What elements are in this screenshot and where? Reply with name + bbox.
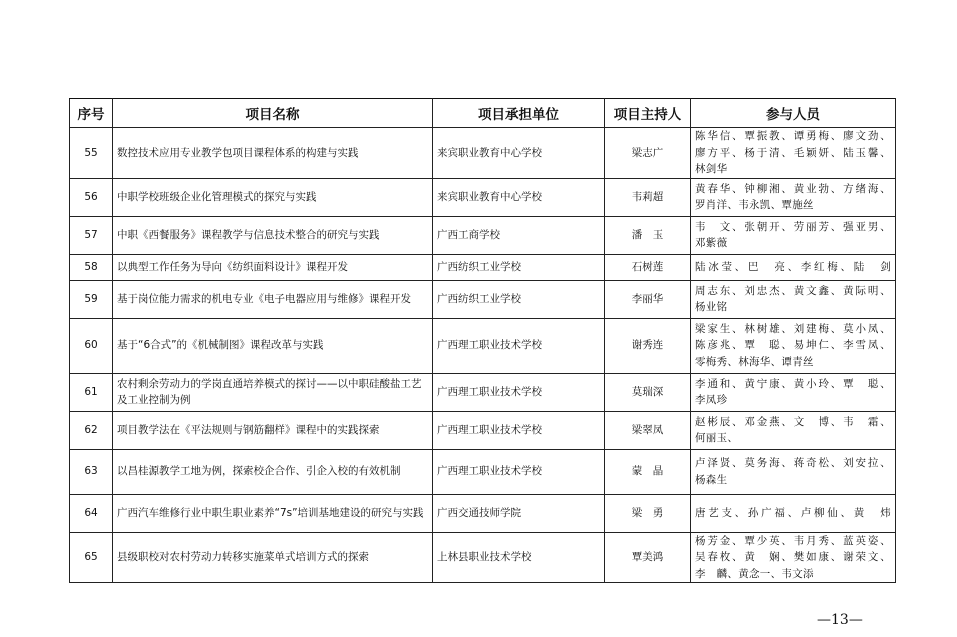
project-name-cell: 中职学校班级企业化管理模式的探究与实践 — [113, 178, 433, 216]
table-row — [70, 280, 896, 318]
project-host-cell: 蒙 晶 — [605, 449, 691, 494]
page-number: —13— — [817, 612, 863, 628]
members-line: 陆冰莹、巴 亮、李红梅、陆 剑 — [695, 260, 891, 273]
project-name-cell: 农村剩余劳动力的学岗直通培养模式的探讨——以中职硅酸盐工艺及工业控制为例 — [113, 373, 433, 411]
project-unit-cell: 广西理工职业技术学校 — [433, 373, 605, 411]
project-unit-cell: 广西理工职业技术学校 — [433, 449, 605, 494]
project-unit-cell: 来宾职业教育中心学校 — [433, 178, 605, 216]
table-row — [70, 318, 896, 373]
members-line: 零梅秀、林海华、谭青丝 — [695, 355, 814, 368]
project-host-cell: 潘 玉 — [605, 216, 691, 254]
project-table-container — [69, 98, 895, 583]
members-line: 吴春枚、黄 娴、樊如康、谢荣文、 — [695, 551, 891, 563]
row-index-cell: 61 — [70, 373, 113, 411]
row-index-cell: 60 — [70, 318, 113, 373]
table-row — [70, 373, 896, 411]
table-row — [70, 128, 896, 179]
project-members-cell — [691, 373, 896, 411]
project-members-cell — [691, 494, 896, 532]
table-row — [70, 178, 896, 216]
table-row — [70, 494, 896, 532]
project-unit-cell: 广西理工职业技术学校 — [433, 411, 605, 449]
project-host-cell: 韦莉超 — [605, 178, 691, 216]
project-members-cell — [691, 254, 896, 280]
members-line: 何丽玉、 — [695, 432, 739, 444]
project-host-cell: 梁翠凤 — [605, 411, 691, 449]
project-members-cell — [691, 128, 896, 179]
project-name-cell: 基于“6合式”的《机械制图》课程改革与实践 — [113, 318, 433, 373]
members-line: 杨芳金、覃少英、韦月秀、蓝英姿、 — [695, 534, 891, 547]
project-unit-cell: 广西纺织工业学校 — [433, 254, 605, 280]
table-row — [70, 216, 896, 254]
members-line: 唐艺支、孙广福、卢柳仙、黄 炜 — [695, 506, 891, 519]
project-unit-cell: 广西工商学校 — [433, 216, 605, 254]
row-index-cell: 64 — [70, 494, 113, 532]
table-body — [70, 128, 896, 583]
project-members-cell — [691, 449, 896, 494]
members-line: 梁家生、林树雄、刘建梅、莫小凤、 — [695, 322, 891, 335]
project-members-cell — [691, 532, 896, 583]
project-name-cell: 广西汽车维修行业中职生职业素养“7s”培训基地建设的研究与实践 — [113, 494, 433, 532]
project-members-cell — [691, 280, 896, 318]
header-name: 项目名称 — [113, 99, 433, 128]
row-index-cell: 65 — [70, 532, 113, 583]
table-row — [70, 449, 896, 494]
project-unit-cell: 广西纺织工业学校 — [433, 280, 605, 318]
project-host-cell: 莫瑞深 — [605, 373, 691, 411]
header-members: 参与人员 — [691, 99, 896, 128]
members-line: 黄春华、钟柳湘、黄业勃、方绪海、 — [695, 182, 891, 195]
members-line: 卢泽贤、莫务海、蒋奇松、刘安拉、 — [695, 457, 891, 469]
project-name-cell: 项目教学法在《平法规则与钢筋翻样》课程中的实践探索 — [113, 411, 433, 449]
table-row — [70, 411, 896, 449]
members-line: 李通和、黄宁康、黄小玲、覃 聪、 — [695, 377, 891, 390]
members-line: 廖方平、杨于清、毛颖妍、陆玉馨、 — [695, 146, 891, 159]
table-header-row — [70, 99, 896, 128]
row-index-cell: 59 — [70, 280, 113, 318]
project-unit-cell: 广西交通技师学院 — [433, 494, 605, 532]
members-line: 韦 文、张朝开、劳丽芳、强亚男、 — [695, 220, 891, 233]
members-line: 李凤珍 — [695, 394, 728, 406]
project-members-cell — [691, 178, 896, 216]
members-line: 陈彦兆、覃 聪、易坤仁、李雪凤、 — [695, 339, 891, 352]
project-name-cell: 数控技术应用专业教学包项目课程体系的构建与实践 — [113, 128, 433, 179]
project-host-cell: 李丽华 — [605, 280, 691, 318]
row-index-cell: 62 — [70, 411, 113, 449]
project-table — [69, 98, 896, 583]
project-host-cell: 石树莲 — [605, 254, 691, 280]
project-host-cell: 谢秀连 — [605, 318, 691, 373]
members-line: 杨森生 — [695, 473, 728, 486]
row-index-cell: 56 — [70, 178, 113, 216]
header-host: 项目主持人 — [605, 99, 691, 128]
members-line: 罗肖洋、韦永凯、覃施丝 — [695, 199, 814, 211]
members-line: 周志东、刘忠杰、黄文鑫、黄际明、 — [695, 284, 891, 297]
members-line: 赵彬辰、邓金燕、文 博、韦 霜、 — [695, 415, 891, 428]
project-name-cell: 以昌桂源教学工地为例，探索校企合作、引企入校的有效机制 — [113, 449, 433, 494]
table-row — [70, 254, 896, 280]
members-line: 李 麟、黄念一、韦文添 — [695, 567, 814, 580]
project-unit-cell: 上林县职业技术学校 — [433, 532, 605, 583]
project-name-cell: 县级职校对农村劳动力转移实施菜单式培训方式的探索 — [113, 532, 433, 583]
table-row — [70, 532, 896, 583]
project-name-cell: 以典型工作任务为导向《纺织面料设计》课程开发 — [113, 254, 433, 280]
project-unit-cell: 广西理工职业技术学校 — [433, 318, 605, 373]
project-host-cell: 梁 勇 — [605, 494, 691, 532]
header-unit: 项目承担单位 — [433, 99, 605, 128]
row-index-cell: 63 — [70, 449, 113, 494]
project-members-cell — [691, 411, 896, 449]
row-index-cell: 57 — [70, 216, 113, 254]
project-host-cell: 梁志广 — [605, 128, 691, 179]
row-index-cell: 58 — [70, 254, 113, 280]
row-index-cell: 55 — [70, 128, 113, 179]
members-line: 林剑华 — [695, 163, 728, 175]
members-line: 杨业铭 — [695, 301, 728, 313]
project-host-cell: 覃美鸿 — [605, 532, 691, 583]
members-line: 陈华信、覃振教、谭勇梅、廖文劲、 — [695, 130, 891, 142]
project-members-cell — [691, 216, 896, 254]
header-index: 序号 — [70, 99, 113, 128]
members-line: 邓紫薇 — [695, 237, 728, 249]
project-name-cell: 基于岗位能力需求的机电专业《电子电器应用与维修》课程开发 — [113, 280, 433, 318]
project-unit-cell: 来宾职业教育中心学校 — [433, 128, 605, 179]
project-members-cell — [691, 318, 896, 373]
project-name-cell: 中职《西餐服务》课程教学与信息技术整合的研究与实践 — [113, 216, 433, 254]
